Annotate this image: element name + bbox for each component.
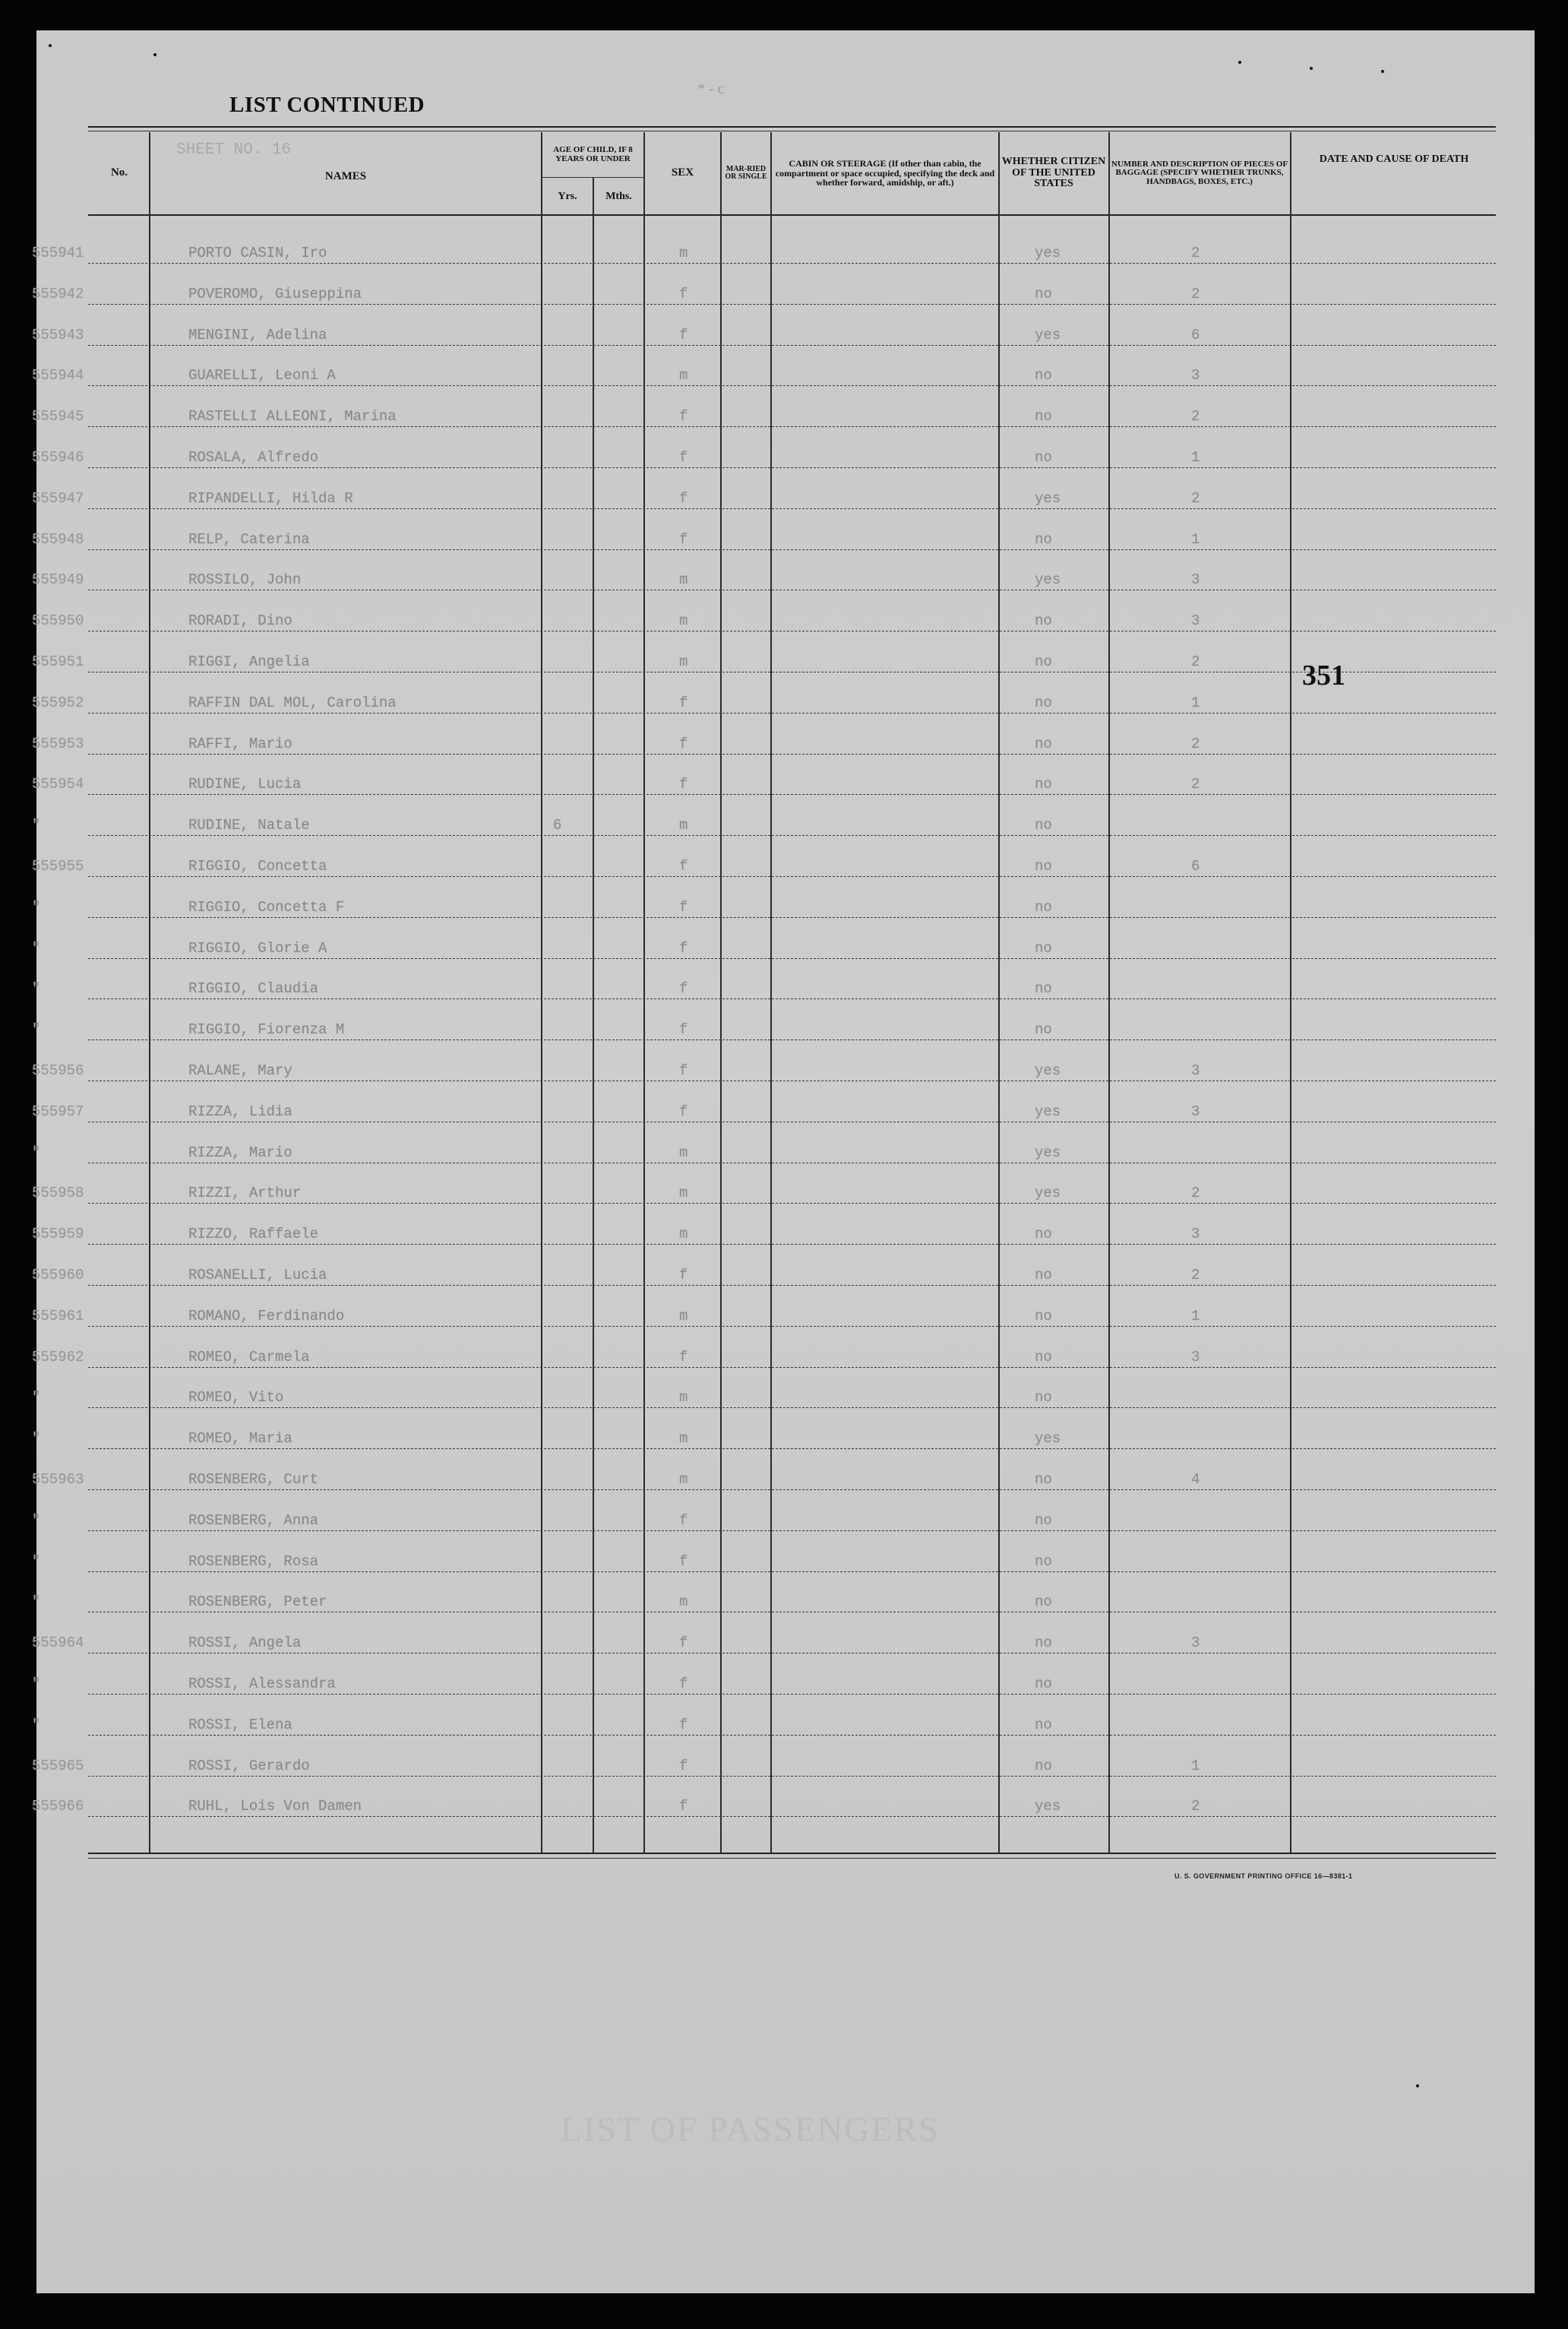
baggage-count: 2 <box>1191 1267 1200 1283</box>
row-number: 555942 <box>32 285 84 302</box>
row-number: 555941 <box>32 245 84 261</box>
row-rule <box>88 835 1496 836</box>
citizen-status: no <box>1035 817 1052 834</box>
passenger-name: RALANE, Mary <box>188 1062 292 1079</box>
passenger-name: RIGGI, Angelia <box>188 653 310 670</box>
speck <box>1238 61 1241 64</box>
row-number: 555959 <box>32 1226 84 1243</box>
citizen-status: no <box>1035 1267 1052 1283</box>
passenger-sex: f <box>679 408 688 426</box>
row-rule <box>88 549 1496 550</box>
col-line-no <box>149 132 150 1853</box>
passenger-name: RUDINE, Natale <box>188 817 310 834</box>
passenger-sex: f <box>679 1348 688 1365</box>
row-number: " <box>32 1430 41 1448</box>
row-rule <box>88 467 1496 468</box>
citizen-status: no <box>1035 1226 1052 1243</box>
row-rule <box>88 508 1496 509</box>
citizen-status: no <box>1035 367 1052 384</box>
citizen-status: no <box>1035 776 1052 793</box>
citizen-status: no <box>1035 1021 1052 1039</box>
passenger-sex: m <box>679 1185 688 1202</box>
baggage-count: 2 <box>1191 245 1200 261</box>
passenger-sex: f <box>679 1062 688 1079</box>
passenger-name: ROSENBERG, Peter <box>188 1593 327 1611</box>
baggage-count: 2 <box>1191 285 1200 302</box>
row-number: 555950 <box>32 612 84 630</box>
citizen-status: no <box>1035 612 1052 630</box>
passenger-name: RIZZA, Mario <box>188 1144 292 1161</box>
passenger-name: RAFFI, Mario <box>188 735 292 752</box>
speck <box>1416 2084 1419 2087</box>
death-note: 351 <box>1302 660 1345 691</box>
passenger-sex: f <box>679 285 688 302</box>
row-number: " <box>32 1676 41 1692</box>
row-number: 555960 <box>32 1267 84 1283</box>
citizen-status: yes <box>1035 571 1061 589</box>
speck <box>1310 67 1313 70</box>
row-number: 555961 <box>32 1307 84 1324</box>
passenger-sex: m <box>679 1430 688 1448</box>
baggage-count: 3 <box>1191 1103 1200 1120</box>
row-number: 555954 <box>32 776 84 793</box>
baggage-count: 2 <box>1191 489 1200 507</box>
baggage-count: 2 <box>1191 776 1200 793</box>
header-married: MAR-RIED OR SINGLE <box>725 164 767 181</box>
passenger-name: RIGGIO, Claudia <box>188 980 319 998</box>
baggage-count: 2 <box>1191 653 1200 670</box>
passenger-sex: f <box>679 1552 688 1570</box>
faint-mark: * - c <box>697 81 725 97</box>
row-rule <box>88 1203 1496 1204</box>
passenger-name: RIGGIO, Concetta <box>188 858 327 875</box>
row-number: " <box>32 1716 41 1733</box>
passenger-name: ROSSI, Gerardo <box>188 1757 310 1774</box>
header-age: AGE OF CHILD, IF 8 YEARS OR UNDER <box>553 145 633 163</box>
passenger-sex: m <box>679 817 688 834</box>
speck <box>153 53 156 56</box>
row-number: 555966 <box>32 1798 84 1815</box>
passenger-sex: f <box>679 326 688 343</box>
row-rule <box>88 876 1496 877</box>
row-rule <box>88 304 1496 305</box>
col-line-citizen <box>1108 132 1110 1853</box>
col-line-married <box>770 132 772 1853</box>
row-number: " <box>32 980 41 998</box>
row-rule <box>88 754 1496 755</box>
baggage-count: 3 <box>1191 612 1200 630</box>
citizen-status: no <box>1035 530 1052 548</box>
passenger-name: ROSSILO, John <box>188 571 302 589</box>
citizen-status: no <box>1035 1593 1052 1611</box>
sheet-note: SHEET NO. 16 <box>176 141 292 159</box>
citizen-status: yes <box>1035 1185 1061 1202</box>
row-number: 555944 <box>32 367 84 384</box>
row-number: " <box>32 1552 41 1570</box>
passenger-sex: m <box>679 245 688 261</box>
row-number: 555948 <box>32 530 84 548</box>
passenger-name: RIGGIO, Fiorenza M <box>188 1021 345 1039</box>
header-death: DATE AND CAUSE OF DEATH <box>1319 153 1469 165</box>
passenger-name: POVEROMO, Giuseppina <box>188 285 362 302</box>
row-rule <box>88 1367 1496 1368</box>
row-rule <box>88 1285 1496 1286</box>
baggage-count: 3 <box>1191 1062 1200 1079</box>
col-line-cabin <box>998 132 1000 1853</box>
row-rule <box>88 1407 1496 1408</box>
passenger-name: RUHL, Lois Von Damen <box>188 1798 362 1815</box>
passenger-sex: f <box>679 1511 688 1529</box>
row-rule <box>88 345 1496 346</box>
passenger-sex: m <box>679 1144 688 1161</box>
row-number: " <box>32 817 41 834</box>
citizen-status: yes <box>1035 1062 1061 1079</box>
baggage-count: 2 <box>1191 1185 1200 1202</box>
passenger-sex: f <box>679 898 688 916</box>
header-citizen: WHETHER CITIZEN OF THE UNITED STATES <box>1001 155 1106 190</box>
passenger-name: ROMEO, Carmela <box>188 1348 310 1365</box>
citizen-status: yes <box>1035 245 1061 261</box>
row-number: 555945 <box>32 408 84 426</box>
citizen-status: no <box>1035 1471 1052 1488</box>
citizen-status: no <box>1035 898 1052 916</box>
passenger-sex: f <box>679 1757 688 1774</box>
row-rule <box>88 794 1496 795</box>
row-number: 555947 <box>32 489 84 507</box>
row-number: 555963 <box>32 1471 84 1488</box>
speck <box>49 44 52 47</box>
row-number: 555964 <box>32 1634 84 1652</box>
row-number: " <box>32 1389 41 1407</box>
passenger-sex: f <box>679 489 688 507</box>
row-number: 555965 <box>32 1757 84 1774</box>
row-rule <box>88 1776 1496 1777</box>
row-rule <box>88 1530 1496 1531</box>
passenger-sex: f <box>679 694 688 711</box>
row-rule <box>88 1244 1496 1245</box>
baggage-count: 1 <box>1191 694 1200 711</box>
passenger-sex: m <box>679 612 688 630</box>
row-number: " <box>32 1021 41 1039</box>
row-rule <box>88 1816 1496 1817</box>
row-number: 555949 <box>32 571 84 589</box>
col-line-sex <box>720 132 722 1853</box>
baggage-count: 3 <box>1191 1634 1200 1652</box>
passenger-sex: f <box>679 858 688 875</box>
child-age-years: 6 <box>553 817 562 834</box>
header-baggage: NUMBER AND DESCRIPTION OF PIECES OF BAGGAGE (SPECIFY WHETHER TRUNKS, HANDBAGS, BOXES, ETC.) <box>1111 159 1288 186</box>
passenger-sex: m <box>679 1307 688 1324</box>
row-rule <box>88 263 1496 264</box>
row-number: " <box>32 1144 41 1161</box>
baggage-count: 2 <box>1191 735 1200 752</box>
citizen-status: yes <box>1035 1430 1061 1448</box>
citizen-status: no <box>1035 735 1052 752</box>
passenger-name: ROSSI, Elena <box>188 1716 292 1733</box>
citizen-status: no <box>1035 694 1052 711</box>
baggage-count: 1 <box>1191 1307 1200 1324</box>
passenger-name: RIZZI, Arthur <box>188 1185 302 1202</box>
citizen-status: no <box>1035 1307 1052 1324</box>
baggage-count: 3 <box>1191 1226 1200 1243</box>
passenger-name: RIZZO, Raffaele <box>188 1226 319 1243</box>
passenger-name: ROSENBERG, Curt <box>188 1471 319 1488</box>
passenger-name: RUDINE, Lucia <box>188 776 302 793</box>
col-line-baggage <box>1290 132 1291 1853</box>
row-rule <box>88 1489 1496 1490</box>
row-rule <box>88 998 1496 999</box>
speck <box>1381 70 1384 73</box>
passenger-sex: m <box>679 1593 688 1611</box>
passenger-sex: f <box>679 530 688 548</box>
row-number: 555956 <box>32 1062 84 1079</box>
citizen-status: no <box>1035 980 1052 998</box>
row-rule <box>88 385 1496 386</box>
manifest-page <box>32 30 1535 2293</box>
header-names: NAMES <box>324 170 367 183</box>
citizen-status: no <box>1035 858 1052 875</box>
bleed-through-title: LIST OF PASSENGERS <box>561 2109 940 2148</box>
passenger-name: PORTO CASIN, Iro <box>188 245 327 261</box>
citizen-status: yes <box>1035 489 1061 507</box>
top-rule <box>88 126 1496 128</box>
header-sex: SEX <box>671 166 694 179</box>
row-number: 555962 <box>32 1348 84 1365</box>
passenger-sex: m <box>679 367 688 384</box>
citizen-status: yes <box>1035 1103 1061 1120</box>
citizen-status: no <box>1035 1716 1052 1733</box>
header-cabin: CABIN OR STEERAGE (If other than cabin, the compartment or space occupied, specifying the deck and whether forward, amidship, or aft.) <box>775 158 995 188</box>
passenger-name: ROSANELLI, Lucia <box>188 1267 327 1283</box>
citizen-status: no <box>1035 1676 1052 1692</box>
passenger-name: ROSSI, Angela <box>188 1634 302 1652</box>
citizen-status: no <box>1035 1348 1052 1365</box>
citizen-status: yes <box>1035 1144 1061 1161</box>
header-no: No. <box>110 166 128 179</box>
passenger-name: ROMEO, Maria <box>188 1430 292 1448</box>
row-rule <box>88 958 1496 959</box>
passenger-name: RIPANDELLI, Hilda R <box>188 489 353 507</box>
col-line-mths <box>643 132 645 1853</box>
baggage-count: 2 <box>1191 408 1200 426</box>
page-title: LIST CONTINUED <box>229 93 425 117</box>
row-number: " <box>32 898 41 916</box>
bottom-rule <box>88 1853 1496 1854</box>
citizen-status: no <box>1035 285 1052 302</box>
passenger-sex: f <box>679 1634 688 1652</box>
row-number: 555951 <box>32 653 84 670</box>
passenger-sex: f <box>679 1103 688 1120</box>
citizen-status: no <box>1035 1634 1052 1652</box>
row-number: 555958 <box>32 1185 84 1202</box>
citizen-status: no <box>1035 1552 1052 1570</box>
passenger-name: ROSENBERG, Anna <box>188 1511 319 1529</box>
col-line-names <box>541 132 542 1853</box>
passenger-sex: f <box>679 1267 688 1283</box>
citizen-status: no <box>1035 1757 1052 1774</box>
citizen-status: no <box>1035 408 1052 426</box>
row-number: 555943 <box>32 326 84 343</box>
passenger-sex: f <box>679 980 688 998</box>
bottom-rule-inner <box>88 1858 1496 1859</box>
citizen-status: no <box>1035 939 1052 957</box>
passenger-sex: f <box>679 449 688 466</box>
baggage-count: 3 <box>1191 571 1200 589</box>
header-mths: Mths. <box>605 190 632 202</box>
citizen-status: no <box>1035 653 1052 670</box>
passenger-name: GUARELLI, Leoni A <box>188 367 336 384</box>
passenger-name: ROMEO, Vito <box>188 1389 284 1407</box>
row-number: " <box>32 1511 41 1529</box>
baggage-count: 4 <box>1191 1471 1200 1488</box>
passenger-name: ROSSI, Alessandra <box>188 1676 336 1692</box>
passenger-sex: f <box>679 776 688 793</box>
row-number: 555952 <box>32 694 84 711</box>
passenger-sex: f <box>679 735 688 752</box>
baggage-count: 1 <box>1191 1757 1200 1774</box>
passenger-sex: f <box>679 1716 688 1733</box>
citizen-status: no <box>1035 449 1052 466</box>
passenger-sex: m <box>679 1226 688 1243</box>
baggage-count: 1 <box>1191 530 1200 548</box>
passenger-name: RASTELLI ALLEONI, Marina <box>188 408 397 426</box>
row-rule <box>88 713 1496 714</box>
passenger-sex: m <box>679 1389 688 1407</box>
passenger-sex: f <box>679 939 688 957</box>
passenger-sex: m <box>679 653 688 670</box>
printing-office-note: U. S. GOVERNMENT PRINTING OFFICE 16—8381-1 <box>1174 1872 1353 1880</box>
row-number: " <box>32 1593 41 1611</box>
citizen-status: yes <box>1035 1798 1061 1815</box>
citizen-status: no <box>1035 1511 1052 1529</box>
baggage-count: 6 <box>1191 326 1200 343</box>
citizen-status: no <box>1035 1389 1052 1407</box>
row-rule <box>88 426 1496 427</box>
row-number: 555946 <box>32 449 84 466</box>
passenger-name: RIZZA, Lidia <box>188 1103 292 1120</box>
baggage-count: 3 <box>1191 1348 1200 1365</box>
passenger-sex: f <box>679 1676 688 1692</box>
row-rule <box>88 1694 1496 1695</box>
passenger-name: ROMANO, Ferdinando <box>188 1307 345 1324</box>
passenger-name: RIGGIO, Glorie A <box>188 939 327 957</box>
passenger-name: RELP, Caterina <box>188 530 310 548</box>
row-rule <box>88 1735 1496 1736</box>
passenger-sex: m <box>679 571 688 589</box>
row-rule <box>88 1326 1496 1327</box>
row-number: 555955 <box>32 858 84 875</box>
baggage-count: 2 <box>1191 1798 1200 1815</box>
passenger-name: RIGGIO, Concetta F <box>188 898 345 916</box>
baggage-count: 3 <box>1191 367 1200 384</box>
header-bottom-rule <box>88 214 1496 216</box>
passenger-sex: f <box>679 1021 688 1039</box>
passenger-name: ROSALA, Alfredo <box>188 449 319 466</box>
row-number: 555957 <box>32 1103 84 1120</box>
passenger-name: RORADI, Dino <box>188 612 292 630</box>
baggage-count: 6 <box>1191 858 1200 875</box>
row-rule <box>88 1571 1496 1572</box>
row-number: " <box>32 939 41 957</box>
passenger-sex: f <box>679 1798 688 1815</box>
passenger-name: ROSENBERG, Rosa <box>188 1552 319 1570</box>
passenger-sex: m <box>679 1471 688 1488</box>
col-line-yrs <box>593 177 594 1853</box>
row-rule <box>88 1448 1496 1449</box>
header-yrs: Yrs. <box>558 190 577 202</box>
passenger-name: RAFFIN DAL MOL, Carolina <box>188 694 397 711</box>
baggage-count: 1 <box>1191 449 1200 466</box>
citizen-status: yes <box>1035 326 1061 343</box>
passenger-name: MENGINI, Adelina <box>188 326 327 343</box>
row-rule <box>88 917 1496 918</box>
row-number: 555953 <box>32 735 84 752</box>
